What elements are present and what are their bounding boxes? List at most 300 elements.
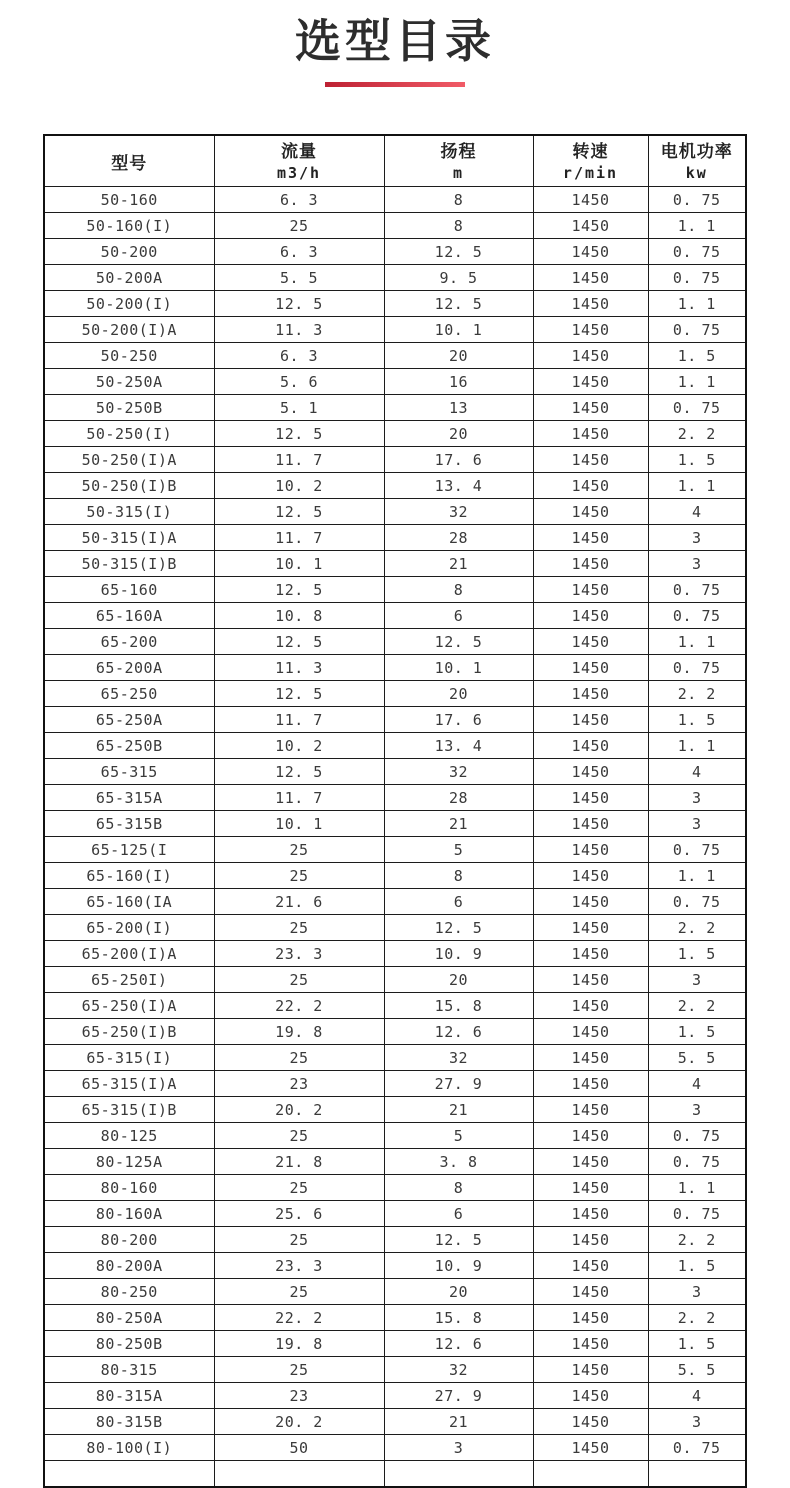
flow-cell: 11. 3 <box>214 317 384 343</box>
head-cell: 13. 4 <box>384 473 533 499</box>
head-cell: 6 <box>384 1201 533 1227</box>
flow-cell: 25 <box>214 1279 384 1305</box>
head-cell: 15. 8 <box>384 993 533 1019</box>
power-cell: 2. 2 <box>648 1305 746 1331</box>
model-cell: 80-315A <box>44 1383 214 1409</box>
flow-cell: 11. 7 <box>214 707 384 733</box>
speed-cell: 1450 <box>533 317 648 343</box>
table-row <box>44 447 746 473</box>
model-cell: 65-200(I) <box>44 915 214 941</box>
flow-cell: 10. 1 <box>214 551 384 577</box>
flow-cell: 23. 3 <box>214 1253 384 1279</box>
flow-cell: 6. 3 <box>214 343 384 369</box>
head-cell: 21 <box>384 1409 533 1435</box>
table-row <box>44 733 746 759</box>
flow-cell: 20. 2 <box>214 1409 384 1435</box>
header-speed-label: 转速 <box>572 141 609 162</box>
head-cell: 16 <box>384 369 533 395</box>
flow-cell: 25 <box>214 213 384 239</box>
model-cell: 65-200A <box>44 655 214 681</box>
head-cell: 8 <box>384 187 533 213</box>
power-cell: 4 <box>648 499 746 525</box>
speed-cell: 1450 <box>533 421 648 447</box>
head-cell: 21 <box>384 811 533 837</box>
model-cell: 65-315A <box>44 785 214 811</box>
power-cell: 1. 5 <box>648 707 746 733</box>
page-title: 选型目录 <box>295 14 495 68</box>
model-cell: 65-315(I)B <box>44 1097 214 1123</box>
flow-cell: 11. 7 <box>214 785 384 811</box>
flow-cell: 12. 5 <box>214 577 384 603</box>
model-cell: 65-315(I)A <box>44 1071 214 1097</box>
head-cell: 27. 9 <box>384 1071 533 1097</box>
power-cell: 3 <box>648 1409 746 1435</box>
head-cell: 21 <box>384 551 533 577</box>
power-cell: 0. 75 <box>648 577 746 603</box>
power-cell: 3 <box>648 551 746 577</box>
flow-cell: 10. 8 <box>214 603 384 629</box>
head-cell: 28 <box>384 525 533 551</box>
flow-cell: 12. 5 <box>214 759 384 785</box>
table-row <box>44 1019 746 1045</box>
speed-cell: 1450 <box>533 265 648 291</box>
power-cell: 5. 5 <box>648 1045 746 1071</box>
model-cell: 65-315B <box>44 811 214 837</box>
table-row <box>44 655 746 681</box>
flow-cell: 25 <box>214 837 384 863</box>
flow-cell: 25 <box>214 1227 384 1253</box>
table-row <box>44 785 746 811</box>
power-cell: 0. 75 <box>648 317 746 343</box>
speed-cell: 1450 <box>533 473 648 499</box>
power-cell: 3 <box>648 967 746 993</box>
flow-cell: 25 <box>214 1357 384 1383</box>
model-cell: 50-315(I) <box>44 499 214 525</box>
power-cell: 0. 75 <box>648 1435 746 1461</box>
header-head <box>384 135 533 187</box>
power-cell: 0. 75 <box>648 239 746 265</box>
flow-cell: 19. 8 <box>214 1019 384 1045</box>
flow-cell: 5. 1 <box>214 395 384 421</box>
power-cell: 0. 75 <box>648 603 746 629</box>
table-row <box>44 213 746 239</box>
table-row <box>44 1435 746 1461</box>
speed-cell: 1450 <box>533 915 648 941</box>
model-cell: 50-250(I) <box>44 421 214 447</box>
flow-cell: 25 <box>214 967 384 993</box>
model-cell: 80-160A <box>44 1201 214 1227</box>
table-row <box>44 499 746 525</box>
flow-cell: 25 <box>214 863 384 889</box>
speed-cell: 1450 <box>533 603 648 629</box>
model-cell: 50-315(I)A <box>44 525 214 551</box>
power-cell: 1. 5 <box>648 343 746 369</box>
table-row <box>44 343 746 369</box>
table-row <box>44 915 746 941</box>
model-cell: 50-250B <box>44 395 214 421</box>
model-cell: 80-315B <box>44 1409 214 1435</box>
flow-cell: 11. 3 <box>214 655 384 681</box>
model-cell: 50-250(I)A <box>44 447 214 473</box>
header-flow <box>214 135 384 187</box>
speed-cell: 1450 <box>533 629 648 655</box>
header-power-unit: kw <box>685 163 708 182</box>
speed-cell: 1450 <box>533 1097 648 1123</box>
head-cell: 32 <box>384 759 533 785</box>
model-cell: 65-315 <box>44 759 214 785</box>
power-cell: 0. 75 <box>648 187 746 213</box>
power-cell: 0. 75 <box>648 889 746 915</box>
head-cell: 9. 5 <box>384 265 533 291</box>
flow-cell: 6. 3 <box>214 187 384 213</box>
speed-cell: 1450 <box>533 1383 648 1409</box>
power-cell: 2. 2 <box>648 681 746 707</box>
power-cell: 1. 5 <box>648 941 746 967</box>
speed-cell: 1450 <box>533 1357 648 1383</box>
flow-cell <box>214 1461 384 1488</box>
power-cell: 0. 75 <box>648 1149 746 1175</box>
head-cell: 13. 4 <box>384 733 533 759</box>
power-cell: 3 <box>648 525 746 551</box>
power-cell: 4 <box>648 759 746 785</box>
model-cell: 65-160(IA <box>44 889 214 915</box>
table-row <box>44 395 746 421</box>
speed-cell: 1450 <box>533 837 648 863</box>
speed-cell: 1450 <box>533 1175 648 1201</box>
speed-cell: 1450 <box>533 1045 648 1071</box>
model-cell: 65-250 <box>44 681 214 707</box>
header-model <box>44 135 214 187</box>
table-header-row <box>44 135 746 187</box>
flow-cell: 23 <box>214 1071 384 1097</box>
speed-cell: 1450 <box>533 681 648 707</box>
head-cell: 12. 5 <box>384 239 533 265</box>
power-cell: 1. 1 <box>648 629 746 655</box>
power-cell: 5. 5 <box>648 1357 746 1383</box>
flow-cell: 50 <box>214 1435 384 1461</box>
model-cell: 80-200A <box>44 1253 214 1279</box>
table-row <box>44 577 746 603</box>
flow-cell: 11. 7 <box>214 525 384 551</box>
speed-cell: 1450 <box>533 733 648 759</box>
header-power-label: 电机功率 <box>660 141 733 162</box>
head-cell: 32 <box>384 1357 533 1383</box>
speed-cell: 1450 <box>533 213 648 239</box>
table-row <box>44 1149 746 1175</box>
power-cell: 0. 75 <box>648 265 746 291</box>
table-row <box>44 1227 746 1253</box>
speed-cell: 1450 <box>533 889 648 915</box>
model-cell: 65-315(I) <box>44 1045 214 1071</box>
table-row <box>44 863 746 889</box>
table-row <box>44 317 746 343</box>
power-cell: 0. 75 <box>648 655 746 681</box>
head-cell <box>384 1461 533 1488</box>
speed-cell: 1450 <box>533 1019 648 1045</box>
flow-cell: 25 <box>214 1045 384 1071</box>
header-speed-unit: r/min <box>562 163 619 182</box>
power-cell: 0. 75 <box>648 1123 746 1149</box>
selection-table <box>43 134 747 1488</box>
model-cell: 50-250 <box>44 343 214 369</box>
head-cell: 28 <box>384 785 533 811</box>
speed-cell: 1450 <box>533 1409 648 1435</box>
speed-cell: 1450 <box>533 1279 648 1305</box>
table-row <box>44 1383 746 1409</box>
speed-cell: 1450 <box>533 993 648 1019</box>
speed-cell: 1450 <box>533 811 648 837</box>
header-head-unit: m <box>452 163 465 182</box>
head-cell: 10. 9 <box>384 1253 533 1279</box>
speed-cell: 1450 <box>533 1201 648 1227</box>
model-cell <box>44 1461 214 1488</box>
speed-cell: 1450 <box>533 1149 648 1175</box>
model-cell: 65-250I) <box>44 967 214 993</box>
speed-cell: 1450 <box>533 1331 648 1357</box>
model-cell: 80-200 <box>44 1227 214 1253</box>
speed-cell: 1450 <box>533 1253 648 1279</box>
power-cell: 3 <box>648 1097 746 1123</box>
speed-cell: 1450 <box>533 1123 648 1149</box>
speed-cell: 1450 <box>533 187 648 213</box>
head-cell: 3. 8 <box>384 1149 533 1175</box>
speed-cell: 1450 <box>533 395 648 421</box>
head-cell: 20 <box>384 681 533 707</box>
flow-cell: 12. 5 <box>214 681 384 707</box>
flow-cell: 11. 7 <box>214 447 384 473</box>
model-cell: 65-160 <box>44 577 214 603</box>
head-cell: 10. 9 <box>384 941 533 967</box>
model-cell: 50-200(I)A <box>44 317 214 343</box>
table-row <box>44 1097 746 1123</box>
table-row <box>44 421 746 447</box>
model-cell: 80-160 <box>44 1175 214 1201</box>
table-row <box>44 889 746 915</box>
head-cell: 27. 9 <box>384 1383 533 1409</box>
speed-cell: 1450 <box>533 707 648 733</box>
table-row <box>44 811 746 837</box>
speed-cell: 1450 <box>533 941 648 967</box>
model-cell: 80-315 <box>44 1357 214 1383</box>
power-cell: 1. 1 <box>648 1175 746 1201</box>
flow-cell: 10. 2 <box>214 733 384 759</box>
table-row <box>44 759 746 785</box>
table-row <box>44 941 746 967</box>
model-cell: 50-250(I)B <box>44 473 214 499</box>
head-cell: 20 <box>384 421 533 447</box>
power-cell: 3 <box>648 811 746 837</box>
table-row <box>44 525 746 551</box>
model-cell: 80-250B <box>44 1331 214 1357</box>
head-cell: 12. 6 <box>384 1331 533 1357</box>
head-cell: 17. 6 <box>384 447 533 473</box>
head-cell: 5 <box>384 1123 533 1149</box>
flow-cell: 10. 2 <box>214 473 384 499</box>
table-row <box>44 1331 746 1357</box>
flow-cell: 12. 5 <box>214 421 384 447</box>
head-cell: 5 <box>384 837 533 863</box>
power-cell: 1. 1 <box>648 213 746 239</box>
table-row <box>44 187 746 213</box>
speed-cell: 1450 <box>533 785 648 811</box>
table-row <box>44 629 746 655</box>
speed-cell: 1450 <box>533 655 648 681</box>
flow-cell: 22. 2 <box>214 993 384 1019</box>
table-row <box>44 967 746 993</box>
speed-cell: 1450 <box>533 863 648 889</box>
flow-cell: 21. 6 <box>214 889 384 915</box>
head-cell: 21 <box>384 1097 533 1123</box>
head-cell: 3 <box>384 1435 533 1461</box>
speed-cell: 1450 <box>533 551 648 577</box>
clipped-partial-row <box>44 1461 746 1488</box>
speed-cell <box>533 1461 648 1488</box>
power-cell <box>648 1461 746 1488</box>
flow-cell: 5. 5 <box>214 265 384 291</box>
head-cell: 10. 1 <box>384 655 533 681</box>
model-cell: 80-125 <box>44 1123 214 1149</box>
flow-cell: 10. 1 <box>214 811 384 837</box>
speed-cell: 1450 <box>533 1435 648 1461</box>
speed-cell: 1450 <box>533 239 648 265</box>
power-cell: 3 <box>648 1279 746 1305</box>
power-cell: 1. 1 <box>648 863 746 889</box>
model-cell: 50-200(I) <box>44 291 214 317</box>
flow-cell: 12. 5 <box>214 291 384 317</box>
speed-cell: 1450 <box>533 291 648 317</box>
head-cell: 8 <box>384 213 533 239</box>
table-row <box>44 1045 746 1071</box>
speed-cell: 1450 <box>533 759 648 785</box>
head-cell: 12. 5 <box>384 629 533 655</box>
table-row <box>44 265 746 291</box>
speed-cell: 1450 <box>533 525 648 551</box>
model-cell: 80-125A <box>44 1149 214 1175</box>
flow-cell: 12. 5 <box>214 499 384 525</box>
head-cell: 32 <box>384 1045 533 1071</box>
speed-cell: 1450 <box>533 369 648 395</box>
power-cell: 1. 5 <box>648 1331 746 1357</box>
model-cell: 65-160(I) <box>44 863 214 889</box>
table-row <box>44 1409 746 1435</box>
table-row <box>44 369 746 395</box>
power-cell: 0. 75 <box>648 837 746 863</box>
flow-cell: 25 <box>214 1175 384 1201</box>
head-cell: 6 <box>384 889 533 915</box>
header-speed <box>533 135 648 187</box>
table-row <box>44 1201 746 1227</box>
table-row <box>44 473 746 499</box>
head-cell: 8 <box>384 577 533 603</box>
model-cell: 65-200(I)A <box>44 941 214 967</box>
model-cell: 50-160 <box>44 187 214 213</box>
speed-cell: 1450 <box>533 967 648 993</box>
model-cell: 50-315(I)B <box>44 551 214 577</box>
model-cell: 65-250(I)B <box>44 1019 214 1045</box>
header-flow-label: 流量 <box>281 141 317 162</box>
power-cell: 0. 75 <box>648 395 746 421</box>
table-row <box>44 1123 746 1149</box>
model-cell: 65-250(I)A <box>44 993 214 1019</box>
table-row <box>44 603 746 629</box>
table-row <box>44 1279 746 1305</box>
table-row <box>44 993 746 1019</box>
table-row <box>44 681 746 707</box>
head-cell: 32 <box>384 499 533 525</box>
flow-cell: 23. 3 <box>214 941 384 967</box>
power-cell: 1. 5 <box>648 1253 746 1279</box>
head-cell: 10. 1 <box>384 317 533 343</box>
power-cell: 1. 1 <box>648 291 746 317</box>
flow-cell: 25 <box>214 1123 384 1149</box>
table-row <box>44 239 746 265</box>
power-cell: 3 <box>648 785 746 811</box>
model-cell: 50-200A <box>44 265 214 291</box>
flow-cell: 19. 8 <box>214 1331 384 1357</box>
power-cell: 2. 2 <box>648 1227 746 1253</box>
model-cell: 50-200 <box>44 239 214 265</box>
speed-cell: 1450 <box>533 499 648 525</box>
flow-cell: 5. 6 <box>214 369 384 395</box>
power-cell: 2. 2 <box>648 993 746 1019</box>
model-cell: 80-250A <box>44 1305 214 1331</box>
power-cell: 4 <box>648 1071 746 1097</box>
head-cell: 13 <box>384 395 533 421</box>
head-cell: 12. 5 <box>384 915 533 941</box>
power-cell: 1. 1 <box>648 473 746 499</box>
power-cell: 2. 2 <box>648 421 746 447</box>
speed-cell: 1450 <box>533 1227 648 1253</box>
model-cell: 65-250A <box>44 707 214 733</box>
head-cell: 20 <box>384 1279 533 1305</box>
head-cell: 12. 6 <box>384 1019 533 1045</box>
model-cell: 80-250 <box>44 1279 214 1305</box>
flow-cell: 21. 8 <box>214 1149 384 1175</box>
power-cell: 1. 1 <box>648 369 746 395</box>
speed-cell: 1450 <box>533 1071 648 1097</box>
model-cell: 50-160(I) <box>44 213 214 239</box>
table-row <box>44 1071 746 1097</box>
speed-cell: 1450 <box>533 343 648 369</box>
head-cell: 12. 5 <box>384 291 533 317</box>
speed-cell: 1450 <box>533 1305 648 1331</box>
head-cell: 6 <box>384 603 533 629</box>
table-body <box>44 187 746 1488</box>
model-cell: 65-250B <box>44 733 214 759</box>
flow-cell: 22. 2 <box>214 1305 384 1331</box>
flow-cell: 25 <box>214 915 384 941</box>
table-row <box>44 707 746 733</box>
head-cell: 17. 6 <box>384 707 533 733</box>
model-cell: 65-160A <box>44 603 214 629</box>
model-cell: 65-125(I <box>44 837 214 863</box>
header-head-label: 扬程 <box>440 141 477 162</box>
head-cell: 20 <box>384 967 533 993</box>
header-flow-unit: m3/h <box>276 163 322 182</box>
model-cell: 50-250A <box>44 369 214 395</box>
table-row <box>44 551 746 577</box>
power-cell: 0. 75 <box>648 1201 746 1227</box>
flow-cell: 12. 5 <box>214 629 384 655</box>
header-power <box>648 135 746 187</box>
table-row <box>44 1305 746 1331</box>
flow-cell: 6. 3 <box>214 239 384 265</box>
model-cell: 65-200 <box>44 629 214 655</box>
table-row <box>44 837 746 863</box>
flow-cell: 25. 6 <box>214 1201 384 1227</box>
speed-cell: 1450 <box>533 577 648 603</box>
header-model-label: 型号 <box>111 153 148 174</box>
